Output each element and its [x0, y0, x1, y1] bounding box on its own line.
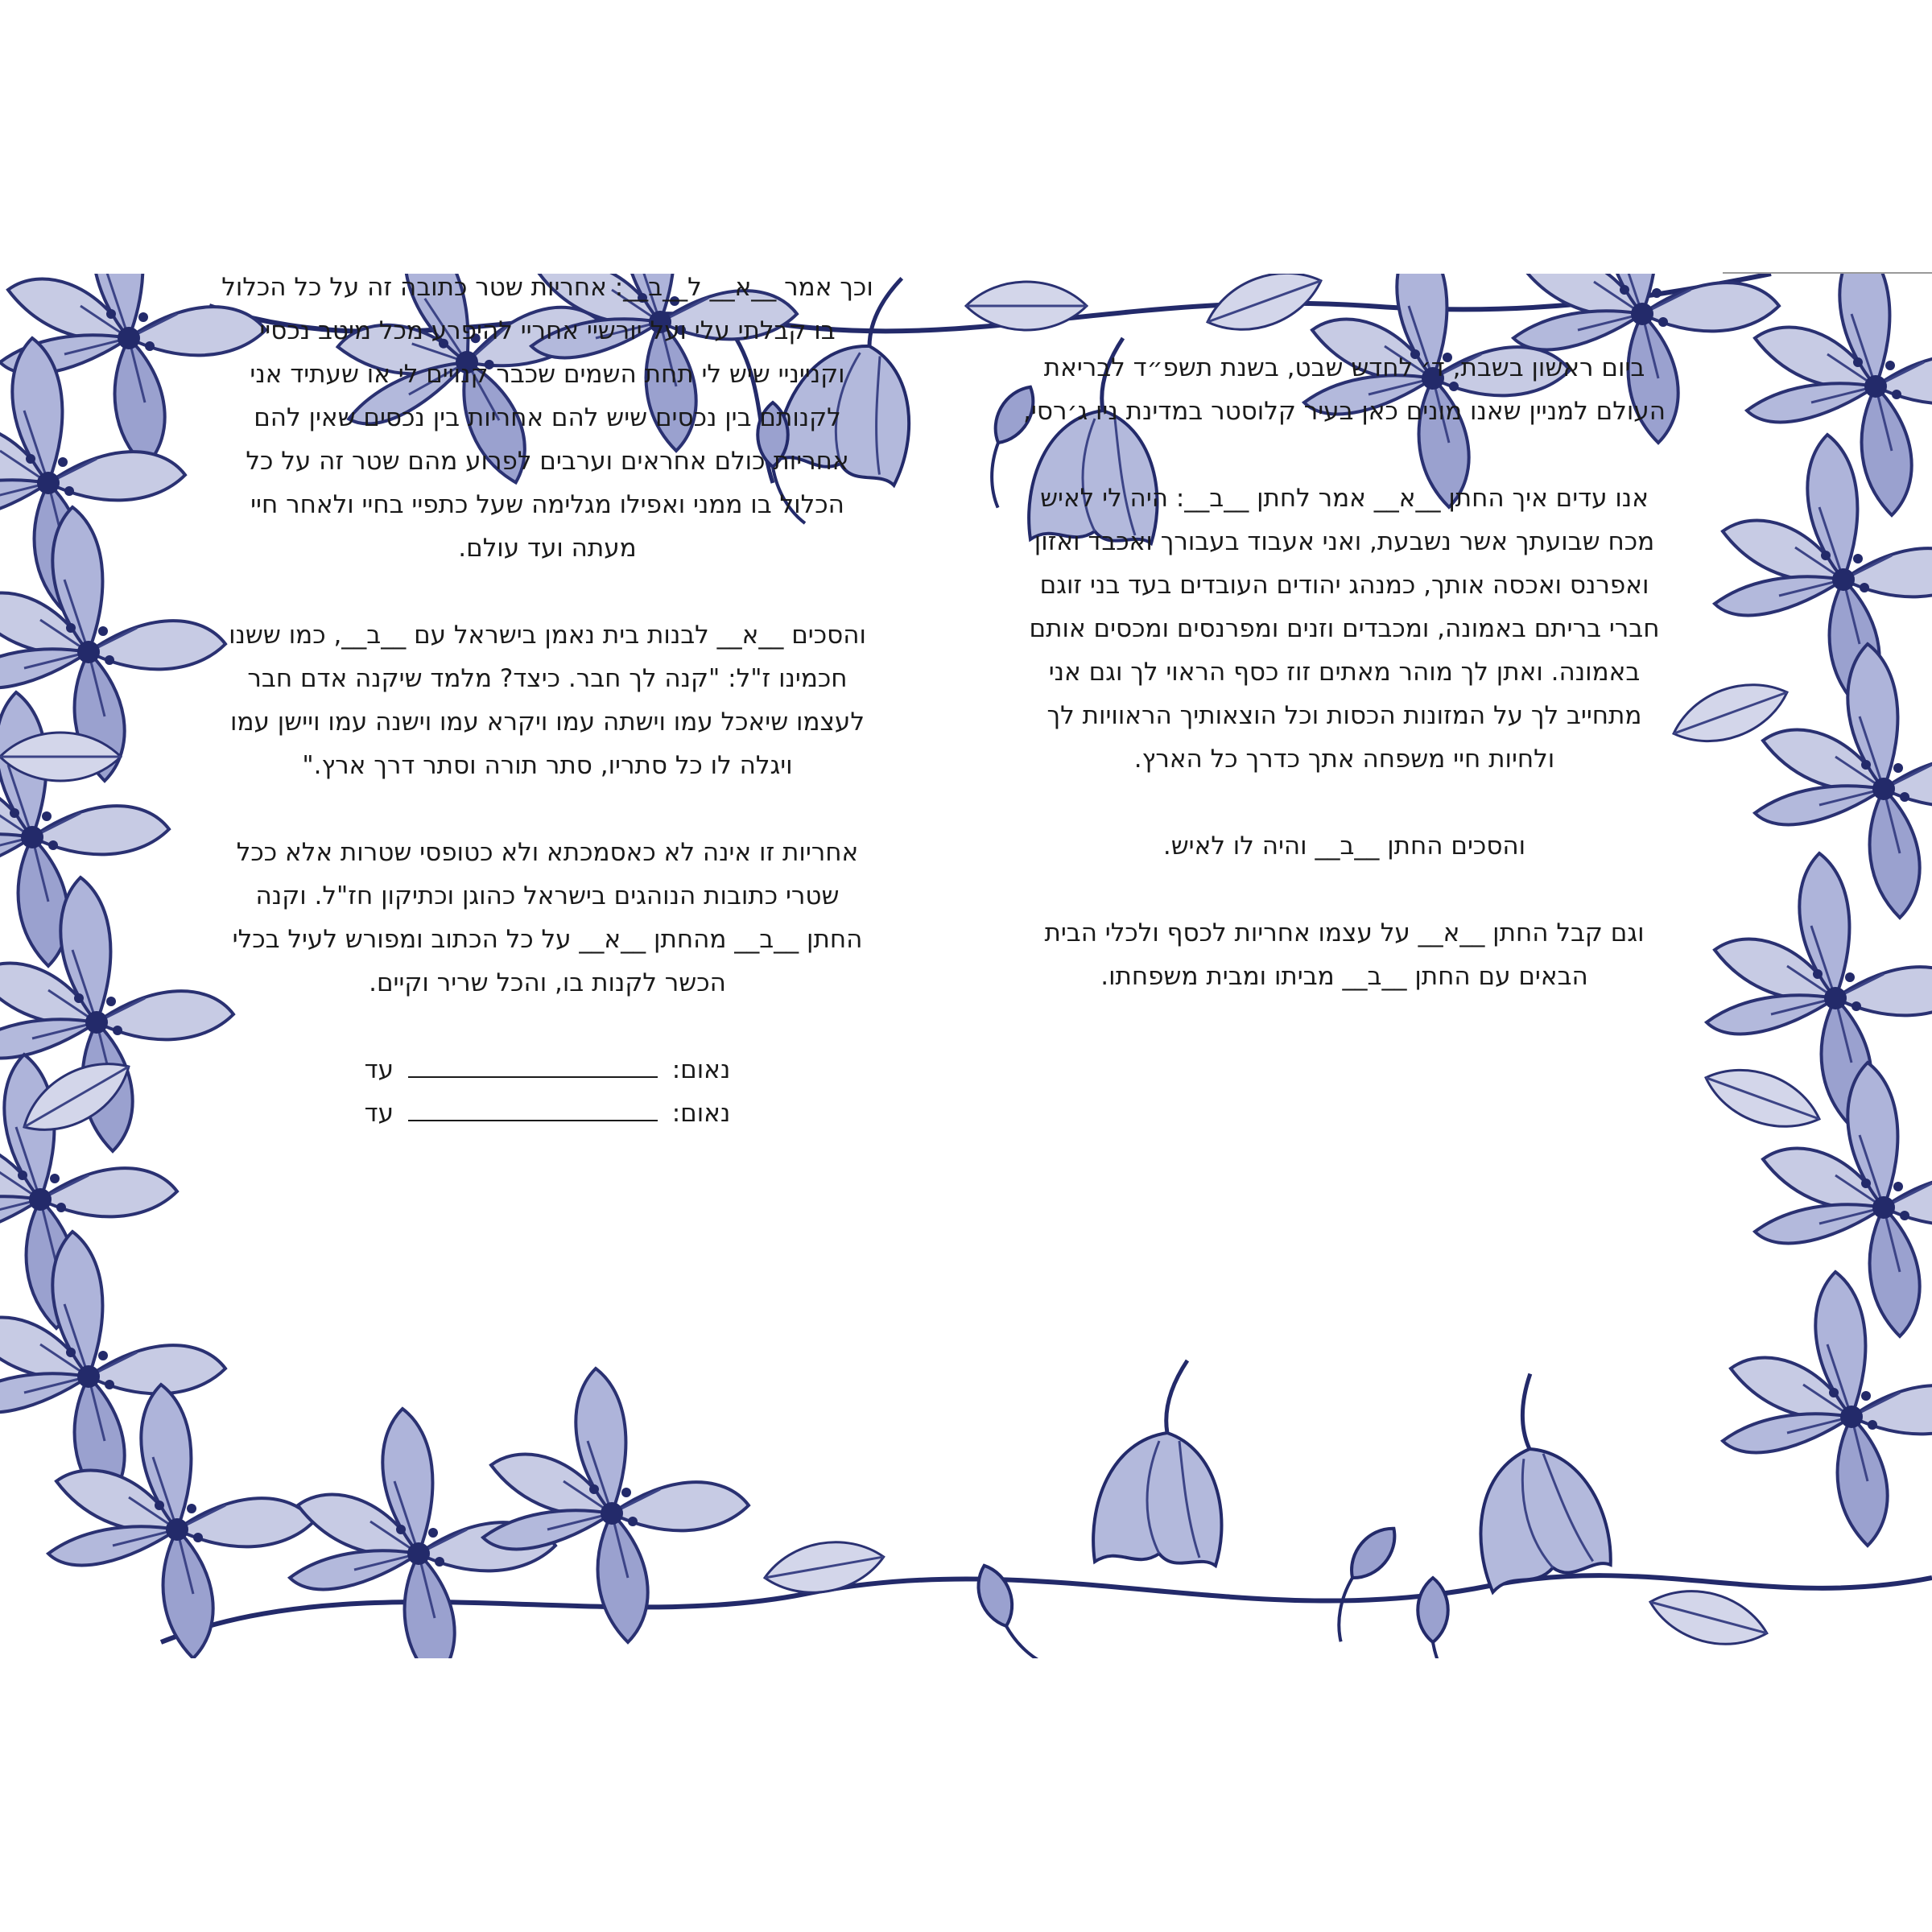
signature-line-2: [169, 1092, 926, 1135]
signature-blank: [408, 1052, 658, 1078]
right-paragraph-4: וגם קבל החתן __א__ על עצמו אחריות לכסף ולכלי הבית הבאים עם החתן __ב__ מביתו ומבית משפחתו.: [1044, 919, 1645, 991]
witness-label: עד: [364, 1099, 394, 1128]
signature-blank: [408, 1096, 658, 1121]
left-text-column: [169, 266, 926, 1135]
left-paragraph-2: והסכים __א__ לבנות בית נאמן בישראל עם __ב__, כמו ששנו חכמינו ז"ל: "קנה לך חבר. כיצד? מלמד שיקנה אדם חבר לעצמו שיאכל עמו וישתה עמו ויקרא עמו וישנה עמו ויישן עמו ויגלה לו כל סתריו, סתר תורה וסתר דרך ארץ.": [229, 621, 866, 780]
left-paragraph-3: אחריות זו אינה לא כאסמכתא ולא כטופסי שטרות אלא ככל שטרי כתובות הנוהגים בישראל כהוגן וכתיקון חז"ל. וקנה החתן __ב__ מהחתן __א__ על כל הכתוב ומפורש לעיל בכלי הכשר לקנות בו, והכל שריר וקיים.: [232, 838, 863, 997]
signature-label: נאום:: [671, 1055, 731, 1084]
right-paragraph-1: ביום ראשון בשבת, ד׳ לחדש שבט, בשנת תשפ״ד לבריאת העולם למניין שאנו מונים כאן בעיר קלוסטר במדינת ניו ג׳רסי,: [1023, 353, 1666, 426]
right-paragraph-2: אנו עדים איך החתן __א__ אמר לחתן __ב__: היה לי לאיש מכח שבועתך אשר נשבעת, ואני אעבוד בעבורך ואכבד ואזון ואפרנס ואכסה אותך, כמנהג יהודים העובדים בעד בני זוגם חברי בריתם באמונה, ומכבדים וזנים ומפרנסים ומכסים אותם באמונה. ואתן לך מוהר מאתים זוז כסף הראוי לך וגם אני מתחייב לך על המזונות הכסות וכל הוצאותיך הראוויות לך ולחיות חיי משפחה אתך כדרך כל הארץ.: [1029, 484, 1660, 774]
signature-line-1: [169, 1048, 926, 1092]
signature-label: נאום:: [671, 1099, 731, 1128]
left-paragraph-1: וכך אמר __א__ ל__ב__: אחריות שטר כתובה זה על כל הכלול בו קבלתי עלי ועל יורשיי אחריי להיפרע מכל מיטב נכסיי וקנייניי שיש לי תחת השמים שכבר קנויים לי או שעתיד אני לקנותם בין נכסים שיש להם אחריות בין נכסים שאין להם אחריות כולם אחראים וערבים לפרוע מהם שטר זה על כל הכלול בו ממני ואפילו מגלימה שעל כתפיי בחיי ולאחר חיי מעתה ועד עולם.: [221, 273, 873, 563]
right-paragraph-3: והסכים החתן __ב__ והיה לו לאיש.: [1162, 832, 1526, 861]
witness-label: עד: [364, 1055, 394, 1084]
right-text-column: [962, 346, 1727, 1042]
